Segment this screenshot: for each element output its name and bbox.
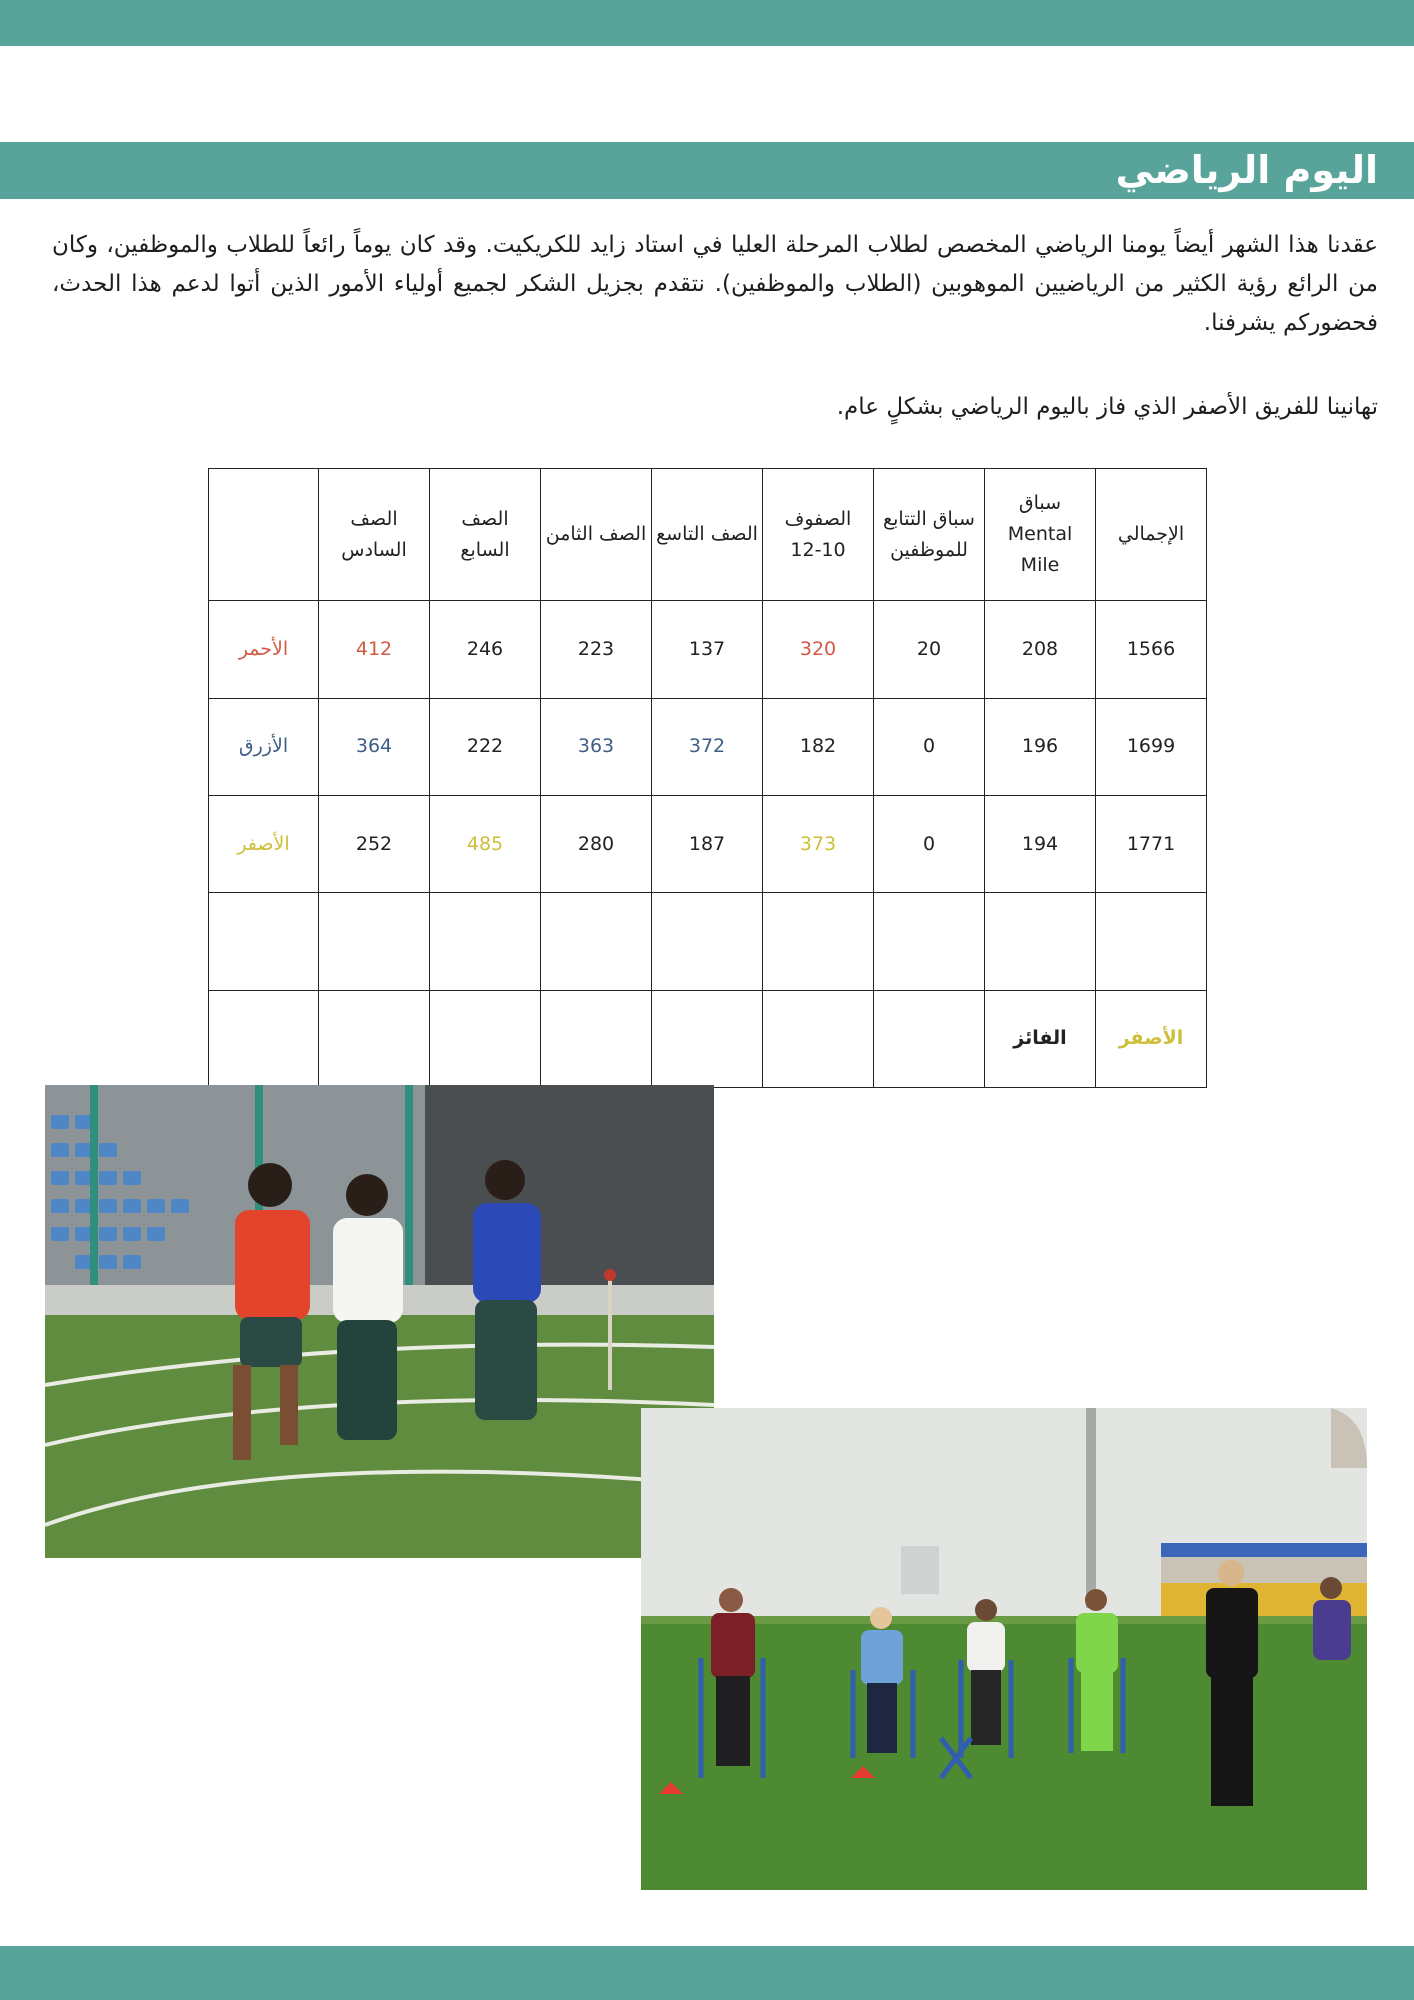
table-cell: 364 [319,698,430,795]
header-cell-staff-relay: سباق التتابع للموظفين [874,469,985,601]
table-cell [319,990,430,1087]
table-cell: 373 [763,796,874,893]
winner-label-cell: الفائز [985,990,1096,1087]
table-cell [541,990,652,1087]
table-row-empty [209,893,1207,990]
team-name-yellow: الأصفر [209,796,319,893]
table-cell [209,990,319,1087]
table-cell [652,990,763,1087]
table-cell: 208 [985,601,1096,698]
table-cell: 372 [652,698,763,795]
table-cell: 1566 [1096,601,1207,698]
header-cell-grades-10-12: الصفوف 10-12 [763,469,874,601]
header-cell-total: الإجمالي [1096,469,1207,601]
table-cell [652,893,763,990]
table-cell: 1699 [1096,698,1207,795]
table-cell [874,893,985,990]
table-cell: 182 [763,698,874,795]
top-decorative-band [0,0,1414,46]
sports-day-results-table [208,468,1207,1088]
table-cell [319,893,430,990]
table-cell: 187 [652,796,763,893]
header-cell-grade-6: الصف السادس [319,469,430,601]
header-cell-team [209,469,319,601]
table-cell: 194 [985,796,1096,893]
table-cell: 1771 [1096,796,1207,893]
table-cell: 280 [541,796,652,893]
table-cell: 363 [541,698,652,795]
table-cell [985,893,1096,990]
table-cell: 412 [319,601,430,698]
team-name-blue: الأزرق [209,698,319,795]
table-cell [209,893,319,990]
table-cell [541,893,652,990]
table-cell: 246 [430,601,541,698]
table-cell: 137 [652,601,763,698]
table-cell: 222 [430,698,541,795]
congrats-paragraph: تهانينا للفريق الأصفر الذي فاز باليوم الرياضي بشكلٍ عام. [836,394,1378,420]
table-cell: 320 [763,601,874,698]
table-row-blue [209,698,1207,795]
intro-paragraph: عقدنا هذا الشهر أيضاً يومنا الرياضي المخصص لطلاب المرحلة العليا في استاد زايد للكريكيت. وقد كان يوماً رائعاً للطلاب والموظفين، وكان من الرائع رؤية الكثير من الرياضيين الموهوبين (الطلاب والموظفين). نتقدم بجزيل الشكر لجميع أولياء الأمور الذين أتوا لدعم هذا الحدث، فحضوركم يشرفنا. [52,232,1378,336]
winner-team-cell: الأصفر [1096,990,1207,1087]
table-cell: 196 [985,698,1096,795]
header-cell-grade-7: الصف السابع [430,469,541,601]
team-name-red: الأحمر [209,601,319,698]
header-cell-mental-mile: سباق Mental Mile [985,469,1096,601]
table-cell: 0 [874,698,985,795]
table-cell [430,990,541,1087]
table-cell [874,990,985,1087]
page-title: اليوم الرياضي [1115,148,1378,192]
table-cell [1096,893,1207,990]
table-cell: 20 [874,601,985,698]
table-row-winner [209,990,1207,1087]
table-cell: 0 [874,796,985,893]
table-header-row [209,469,1207,601]
table-row-red [209,601,1207,698]
table-cell: 223 [541,601,652,698]
table-cell [763,990,874,1087]
table-cell [430,893,541,990]
bottom-decorative-band [0,1946,1414,2000]
students-running-race-photo [45,1085,714,1558]
header-cell-grade-9: الصف التاسع [652,469,763,601]
table-cell [763,893,874,990]
table-row-yellow [209,796,1207,893]
section-title-bar [0,142,1414,199]
header-cell-grade-8: الصف الثامن [541,469,652,601]
table-cell: 485 [430,796,541,893]
staff-stilts-race-photo [641,1408,1367,1890]
table-cell: 252 [319,796,430,893]
